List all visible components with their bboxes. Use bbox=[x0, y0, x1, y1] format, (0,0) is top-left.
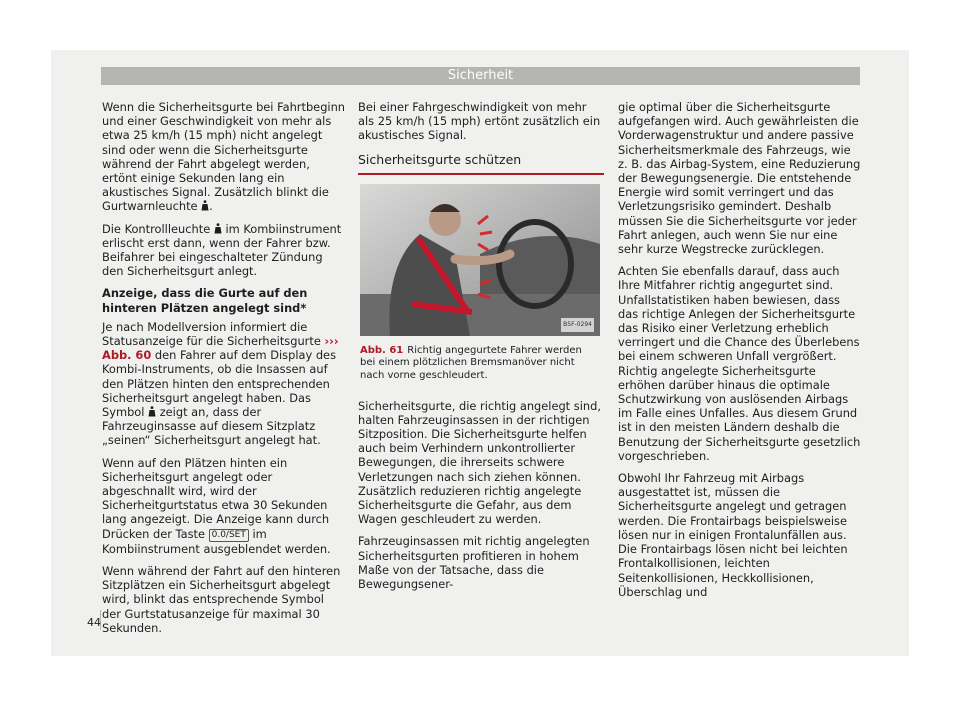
seatbelt-warning-icon bbox=[201, 200, 209, 211]
column-3 bbox=[618, 100, 862, 607]
paragraph: Sicherheitsgurte, die richtig angelegt sind, halten Fahrzeuginsassen in der richtigen Sitzposition. Die Sicherheitsgurte helfen auch beim Verhindern unkontrollierter Bewegungen, die ihrerseits schwere Verletzungen nach sich ziehen können. Zusätzlich reduzieren richtig angelegte Sicherheitsgurte die Gefahr, aus dem Wagen geschleudert zu werden. bbox=[358, 398, 601, 527]
paragraph: Bei einer Fahrgeschwindigkeit von mehr als 25 km/h (15 mph) ertönt zusätzlich ein akustisches Signal. bbox=[358, 100, 601, 143]
subheading: Anzeige, dass die Gurte auf den hinteren Plätzen angelegt sind* bbox=[102, 286, 308, 315]
section-title: Sicherheitsgurte schützen bbox=[358, 151, 522, 167]
paragraph-text: Wenn auf den Plätzen hinten ein Sicherheitsgurt angelegt oder abgeschnallt wird, wird der Sicherheitgurtstatus etwa 30 Sekunden lang angezeigt. Die Anzeige kann durch Drücken der Taste bbox=[102, 455, 330, 541]
page-header: Sicherheit bbox=[101, 67, 860, 85]
paragraph-text: Je nach Modellversion informiert die Statusanzeige für die Sicherheitsgurte bbox=[102, 319, 321, 349]
section-divider bbox=[358, 173, 604, 175]
key-0-0-set: 0.0/SET bbox=[209, 529, 249, 542]
page-number: 44 bbox=[87, 616, 101, 629]
paragraph bbox=[102, 320, 346, 448]
figure-reference-link[interactable]: ››› Abb. 60 bbox=[102, 334, 339, 363]
paragraph bbox=[102, 222, 346, 279]
figure-code: B5F-0294 bbox=[561, 318, 594, 332]
paragraph: Achten Sie ebenfalls darauf, dass auch Ihre Mitfahrer richtig angegurtet sind. Unfallstatistiken haben bewiesen, dass das richtige Anlegen der Sicherheitsgurte das Risiko einer Verletzung erheblich verringert und die Chance des Überlebens bei einem schweren Unfall vergrößert. Richtig angelegte Sicherheitsgurte erhöhen darüber hinaus die optimale Schutzwirkung von auslösenden Airbags im Falle eines Unfalles. Aus diesem Grund ist in den meisten Ländern deshalb die Benutzung der Sicherheitsgurte gesetzlich vorgeschrieben. bbox=[618, 264, 861, 463]
caption-text: Richtig angegurtete Fahrer werden bei einem plötzlichen Bremsmanöver nicht nach vorne geschleudert. bbox=[360, 344, 582, 381]
paragraph-text: . bbox=[209, 199, 213, 214]
paragraph-text: Wenn die Sicherheitsgurte bei Fahrtbeginn und einer Geschwindigkeit von mehr als etwa 25 km/h (15 mph) nicht angelegt sind oder wenn die Sicherheitsgurte während der Fahrt abgelegt werden, ertönt einige Sekunden lang ein akustisches Signal. Zusätzlich blinkt die Gurtwarnleuchte bbox=[102, 100, 346, 214]
paragraph bbox=[102, 100, 346, 214]
seatbelt-indicator-icon bbox=[214, 223, 222, 234]
paragraph-text: zeigt an, dass der Fahrzeuginsasse auf diesem Sitzplatz „seinen“ Sicherheitsgurt angelegt hat. bbox=[102, 405, 321, 448]
paragraph-text: im Kombiinstrument ausgeblendet werden. bbox=[102, 526, 331, 556]
figure-driver-seatbelt bbox=[360, 184, 600, 336]
paragraph-text: Die Kontrollleuchte bbox=[102, 221, 211, 236]
caption-label: Abb. 61 bbox=[360, 344, 404, 356]
column-1 bbox=[102, 100, 346, 643]
column-2 bbox=[358, 100, 604, 599]
paragraph: gie optimal über die Sicherheitsgurte aufgefangen wird. Auch gewährleisten die Vorderwagenstruktur und andere passive Sicherheitsmerkmale des Fahrzeugs, wie z. B. das Airbag-System, eine Reduzierung der Bewegungsenergie. Die entstehende Energie wird somit verringert und das Verletzungsrisiko gemindert. Deshalb müssen Sie die Sicherheitsgurte vor jeder Fahrt anlegen, auch wenn Sie nur eine sehr kurze Wegstrecke zurücklegen. bbox=[618, 100, 861, 257]
seatbelt-status-icon bbox=[148, 406, 156, 417]
figure-caption bbox=[360, 345, 596, 383]
paragraph-text: im Kombiinstrument erlischt erst dann, wenn der Fahrer bzw. Beifahrer bei eingeschalteter Zündung den Sicherheitsgurt anlegt. bbox=[102, 221, 342, 279]
paragraph: Fahrzeuginsassen mit richtig angelegten Sicherheitsgurten profitieren in hohem Maße von der Tatsache, dass die Bewegungsener- bbox=[358, 534, 590, 592]
paragraph-text: den Fahrer auf dem Display des Kombi-Instruments, ob die Insassen auf den Plätzen hinten den entsprechenden Sicherheitsgurt angelegt haben. Das Symbol bbox=[102, 348, 336, 420]
driver-illustration bbox=[360, 184, 600, 336]
paragraph bbox=[102, 456, 346, 556]
paragraph: Wenn während der Fahrt auf den hinteren Sitzplätzen ein Sicherheitsgurt abgelegt wird, blinkt das entsprechende Symbol der Gurtstatusanzeige für maximal 30 Sekunden. bbox=[102, 563, 341, 635]
paragraph: Obwohl Ihr Fahrzeug mit Airbags ausgestattet ist, müssen die Sicherheitsgurte angelegt und getragen werden. Die Frontairbags beispielsweise lösen nur in einigen Frontalunfällen aus. Die Frontairbags lösen nicht bei leichten Frontalkollisionen, leichten Seitenkollisionen, Heckkollisionen, Überschlag und bbox=[618, 471, 848, 599]
